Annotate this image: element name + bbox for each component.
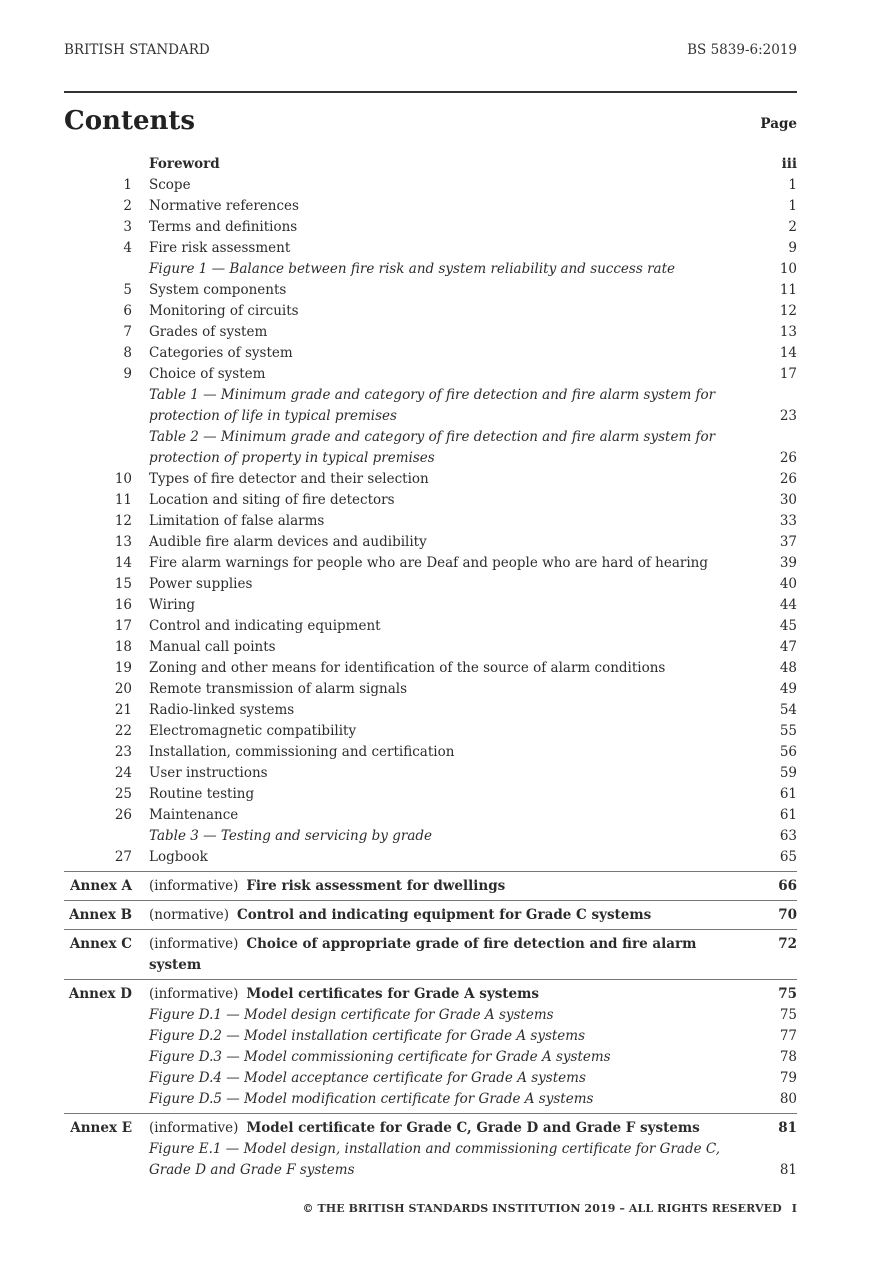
toc-page-number: 23	[779, 408, 797, 424]
toc-entry-title: System components	[149, 282, 287, 298]
toc-entry[interactable]	[64, 490, 797, 511]
toc-entry[interactable]	[64, 721, 797, 742]
toc-caption-entry[interactable]	[64, 1089, 797, 1110]
toc-entry-title: Scope	[149, 177, 191, 193]
toc-page-number: 40	[779, 576, 797, 592]
toc-entry-number: 13	[114, 534, 132, 550]
toc-entry[interactable]	[64, 805, 797, 826]
toc-entry[interactable]	[64, 238, 797, 259]
header-right: BS 5839-6:2019	[687, 42, 797, 58]
toc-page-number: 12	[779, 303, 797, 319]
toc-entry-title: Figure D.1 — Model design certificate for Grade A systems	[149, 1007, 554, 1023]
toc-entry-title: Figure D.4 — Model acceptance certificate for Grade A systems	[149, 1070, 586, 1086]
toc-caption-entry[interactable]	[64, 1026, 797, 1047]
toc-entry[interactable]	[64, 574, 797, 595]
toc-page-number: 81	[778, 1120, 797, 1136]
toc-entry[interactable]	[64, 217, 797, 238]
page-number: I	[791, 1202, 797, 1215]
toc-page-number: 54	[779, 702, 797, 718]
toc-entry[interactable]	[64, 595, 797, 616]
toc-page-number: 13	[779, 324, 797, 340]
toc-entry[interactable]	[64, 700, 797, 721]
annex-title: Model certificate for Grade C, Grade D and Grade F systems	[246, 1120, 700, 1136]
toc-page-number: 30	[779, 492, 797, 508]
toc-entry-number: Annex A	[70, 878, 132, 894]
toc-entry-number: 16	[114, 597, 132, 613]
toc-page-number: 10	[779, 261, 797, 277]
toc-page-number: 1	[788, 177, 797, 193]
toc-page-number: iii	[781, 156, 797, 172]
toc-caption-entry[interactable]	[64, 1005, 797, 1026]
toc-entry-number: 12	[114, 513, 132, 529]
running-header	[64, 42, 797, 58]
toc-annex-entry[interactable]	[64, 900, 797, 926]
header-rule	[64, 91, 797, 93]
toc-annex-entry[interactable]	[64, 1113, 797, 1139]
toc-entry-title: Choice of system	[149, 366, 266, 382]
toc-entry-title: Routine testing	[149, 786, 255, 802]
page-column-label: Page	[760, 116, 797, 132]
toc-entry-number: 6	[123, 303, 132, 319]
toc-entry-title: Figure D.3 — Model commissioning certificate for Grade A systems	[149, 1049, 611, 1065]
toc-page-number: 49	[779, 681, 797, 697]
toc-entry-number: 14	[114, 555, 132, 571]
toc-entry-title: Grades of system	[149, 324, 268, 340]
annex-kind: (informative)	[149, 1120, 239, 1136]
toc-entry-title: Wiring	[149, 597, 196, 613]
annex-kind: (normative)	[149, 907, 230, 923]
toc-entry-title: Electromagnetic compatibility	[149, 723, 357, 739]
toc-page-number: 77	[779, 1028, 797, 1044]
toc-entry[interactable]	[64, 847, 797, 868]
page-footer	[302, 1202, 797, 1215]
toc-entry-title: Audible fire alarm devices and audibility	[149, 534, 427, 550]
toc-entry[interactable]	[64, 679, 797, 700]
toc-entry[interactable]	[64, 469, 797, 490]
toc-entry-number: Annex C	[69, 936, 132, 952]
toc-page-number: 56	[779, 744, 797, 760]
toc-page-number: 75	[778, 986, 797, 1002]
toc-entry-number: 18	[114, 639, 132, 655]
toc-entry-title: Foreword	[149, 156, 220, 172]
toc-entry-number: 1	[123, 177, 132, 193]
toc-entry-title: Monitoring of circuits	[149, 303, 299, 319]
toc-entry-number: 10	[114, 471, 132, 487]
toc-entry[interactable]	[64, 280, 797, 301]
toc-entry-title: Logbook	[149, 849, 208, 865]
annex-title: Control and indicating equipment for Grade C systems	[237, 907, 652, 923]
toc-entry-title: Radio-linked systems	[149, 702, 295, 718]
annex-title: Choice of appropriate grade of fire detection and fire alarm system	[149, 936, 697, 973]
toc-entry[interactable]	[64, 784, 797, 805]
toc-entry-number: 7	[123, 324, 132, 340]
toc-entry-number: 19	[114, 660, 132, 676]
toc-entry-number: Annex E	[70, 1120, 132, 1136]
toc-caption-entry[interactable]	[64, 259, 797, 280]
toc-page-number: 14	[779, 345, 797, 361]
toc-caption-entry[interactable]	[64, 1047, 797, 1068]
toc-entry-title: Figure E.1 — Model design, installation and commissioning certificate for Grade C, Grade D and Grade F systems	[149, 1141, 721, 1178]
toc-page-number: 61	[779, 786, 797, 802]
toc-entry[interactable]	[64, 175, 797, 196]
toc-entry[interactable]	[64, 532, 797, 553]
toc-page-number: 80	[779, 1091, 797, 1107]
toc-page-number: 55	[779, 723, 797, 739]
toc-entry-number: 3	[123, 219, 132, 235]
toc-annex-entry[interactable]	[64, 979, 797, 1005]
toc-entry-title: Figure 1 — Balance between fire risk and system reliability and success rate	[149, 261, 675, 277]
toc-entry-number: 5	[123, 282, 132, 298]
toc-page-number: 66	[778, 878, 797, 894]
toc-caption-entry[interactable]	[64, 1139, 797, 1181]
toc-entry-title: Control and indicating equipment	[149, 618, 381, 634]
page-title: Contents	[64, 106, 196, 136]
toc-entry-number: 21	[114, 702, 132, 718]
annex-kind: (informative)	[149, 986, 239, 1002]
toc-entry[interactable]	[64, 343, 797, 364]
toc-page-number: 78	[779, 1049, 797, 1065]
toc-entry-title: Power supplies	[149, 576, 253, 592]
toc-entry-title: Table 1 — Minimum grade and category of fire detection and fire alarm system for protection of life in typical premises	[149, 387, 716, 424]
toc-entry-title: Categories of system	[149, 345, 293, 361]
toc-entry-number: 23	[114, 744, 132, 760]
toc-entry[interactable]	[64, 511, 797, 532]
toc-entry-number: 20	[114, 681, 132, 697]
toc-page-number: 11	[779, 282, 797, 298]
toc-entry-title: Figure D.2 — Model installation certificate for Grade A systems	[149, 1028, 586, 1044]
toc-entry-number: Annex D	[68, 986, 132, 1002]
toc-entry-title: Location and siting of fire detectors	[149, 492, 395, 508]
toc-annex-text	[149, 984, 737, 1005]
toc-annex-entry[interactable]	[64, 871, 797, 897]
toc-page-number: 72	[778, 936, 797, 952]
toc-caption-entry[interactable]	[64, 427, 797, 469]
table-of-contents	[64, 154, 797, 1181]
toc-entry-title: Normative references	[149, 198, 299, 214]
toc-page-number: 70	[778, 907, 797, 923]
toc-entry[interactable]	[64, 322, 797, 343]
toc-entry-number: 9	[123, 366, 132, 382]
toc-entry-title: Table 2 — Minimum grade and category of fire detection and fire alarm system for protection of property in typical premises	[149, 429, 716, 466]
toc-entry-number: 22	[114, 723, 132, 739]
toc-annex-text	[149, 1118, 737, 1139]
annex-title: Fire risk assessment for dwellings	[246, 878, 506, 894]
toc-entry-title: Fire alarm warnings for people who are Deaf and people who are hard of hearing	[149, 555, 708, 571]
toc-entry-number: 26	[114, 807, 132, 823]
contents-heading-row	[64, 108, 797, 134]
toc-caption-entry[interactable]	[64, 826, 797, 847]
toc-page-number: 39	[779, 555, 797, 571]
toc-page-number: 26	[779, 471, 797, 487]
toc-annex-text	[149, 905, 737, 926]
toc-annex-entry[interactable]	[64, 929, 797, 976]
toc-entry-number: 25	[114, 786, 132, 802]
toc-entry-number: 24	[114, 765, 132, 781]
toc-entry[interactable]	[64, 301, 797, 322]
toc-entry-title: Installation, commissioning and certification	[149, 744, 455, 760]
toc-page-number: 81	[779, 1162, 797, 1178]
toc-entry[interactable]	[64, 637, 797, 658]
toc-page-number: 48	[779, 660, 797, 676]
toc-entry[interactable]	[64, 154, 797, 175]
toc-page-number: 63	[779, 828, 797, 844]
toc-entry[interactable]	[64, 364, 797, 385]
toc-page-number: 59	[779, 765, 797, 781]
toc-page-number: 75	[779, 1007, 797, 1023]
toc-annex-text	[149, 876, 737, 897]
header-left: BRITISH STANDARD	[64, 42, 210, 58]
toc-entry-title: Terms and definitions	[149, 219, 298, 235]
toc-page-number: 47	[779, 639, 797, 655]
toc-entry-number: 4	[123, 240, 132, 256]
toc-entry-title: Limitation of false alarms	[149, 513, 325, 529]
toc-page-number: 65	[779, 849, 797, 865]
toc-page-number: 79	[779, 1070, 797, 1086]
annex-title: Model certificates for Grade A systems	[246, 986, 540, 1002]
toc-page-number: 44	[779, 597, 797, 613]
copyright-notice: © THE BRITISH STANDARDS INSTITUTION 2019 – ALL RIGHTS RESERVED	[302, 1202, 782, 1215]
toc-page-number: 61	[779, 807, 797, 823]
toc-entry-title: User instructions	[149, 765, 268, 781]
toc-page-number: 9	[788, 240, 797, 256]
toc-entry-number: 27	[114, 849, 132, 865]
annex-kind: (informative)	[149, 878, 239, 894]
toc-page-number: 45	[779, 618, 797, 634]
toc-entry-number: Annex B	[69, 907, 132, 923]
toc-page-number: 37	[779, 534, 797, 550]
toc-entry-number: 17	[114, 618, 132, 634]
toc-entry-title: Zoning and other means for identification of the source of alarm conditions	[149, 660, 666, 676]
toc-caption-entry[interactable]	[64, 1068, 797, 1089]
toc-entry-title: Fire risk assessment	[149, 240, 291, 256]
toc-entry[interactable]	[64, 553, 797, 574]
toc-entry-title: Figure D.5 — Model modification certificate for Grade A systems	[149, 1091, 594, 1107]
toc-entry[interactable]	[64, 196, 797, 217]
toc-entry[interactable]	[64, 658, 797, 679]
toc-page-number: 1	[788, 198, 797, 214]
toc-entry-title: Table 3 — Testing and servicing by grade	[149, 828, 432, 844]
toc-entry[interactable]	[64, 742, 797, 763]
toc-entry-title: Types of fire detector and their selection	[149, 471, 429, 487]
toc-page-number: 17	[779, 366, 797, 382]
toc-entry-number: 2	[123, 198, 132, 214]
toc-entry-title: Maintenance	[149, 807, 239, 823]
toc-annex-text	[149, 934, 737, 976]
toc-entry[interactable]	[64, 616, 797, 637]
toc-entry-number: 8	[123, 345, 132, 361]
toc-entry[interactable]	[64, 763, 797, 784]
toc-entry-title: Manual call points	[149, 639, 276, 655]
toc-entry-number: 15	[114, 576, 132, 592]
toc-page-number: 2	[788, 219, 797, 235]
annex-kind: (informative)	[149, 936, 239, 952]
toc-page-number: 33	[779, 513, 797, 529]
toc-page-number: 26	[779, 450, 797, 466]
toc-entry-number: 11	[114, 492, 132, 508]
toc-caption-entry[interactable]	[64, 385, 797, 427]
toc-entry-title: Remote transmission of alarm signals	[149, 681, 407, 697]
